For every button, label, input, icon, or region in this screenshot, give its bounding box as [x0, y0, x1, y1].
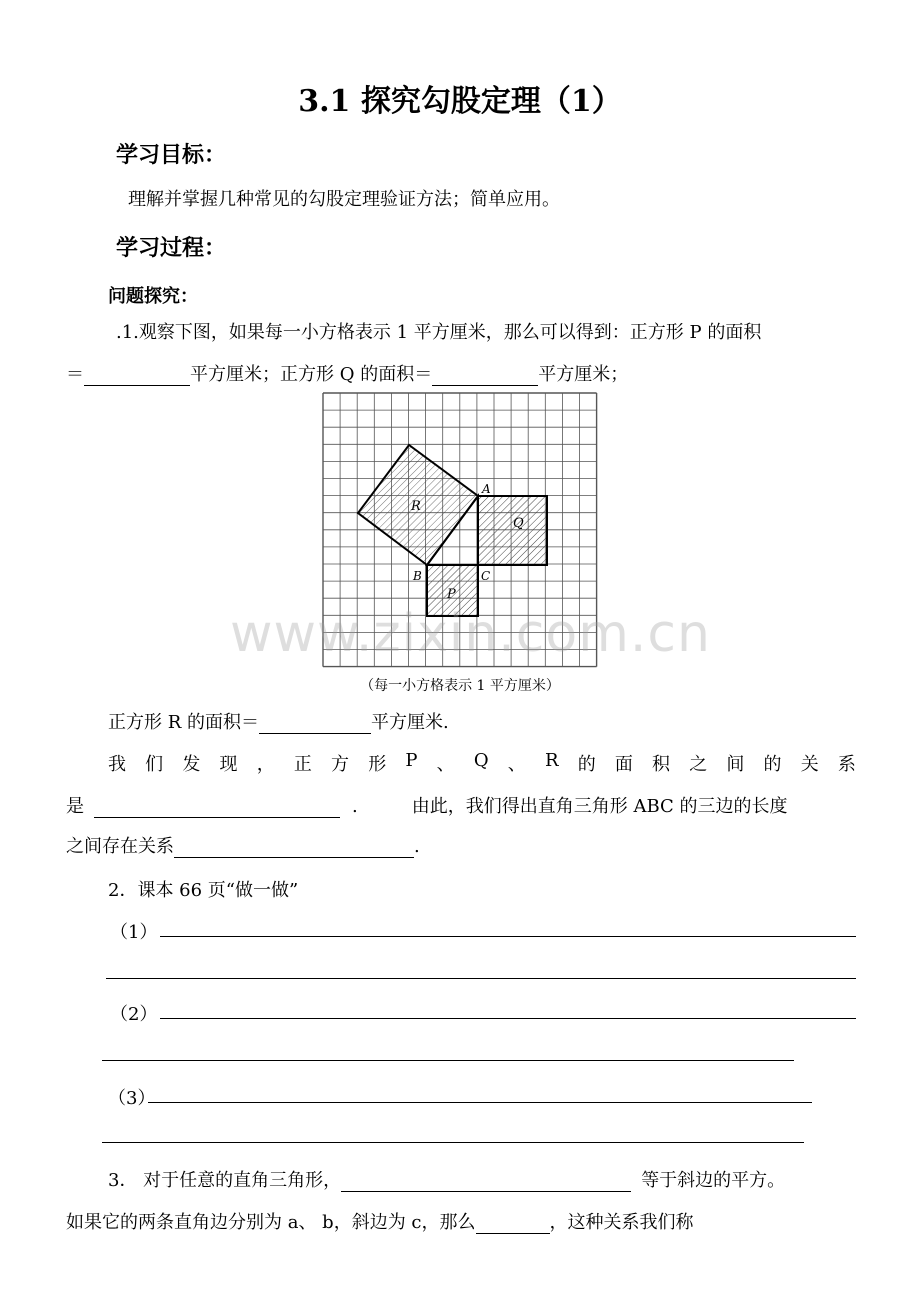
- q2-item-2-label: （2）: [110, 1004, 158, 1025]
- q2-item-2-answer-line-2[interactable]: [102, 1060, 794, 1061]
- spaced-char: 我: [108, 754, 126, 775]
- spaced-char: 、: [436, 754, 455, 775]
- relation-conclusion: 由此，我们得出直角三角形 ABC 的三边的长度: [411, 796, 788, 817]
- spaced-char: 们: [145, 754, 164, 775]
- spaced-char: 间: [726, 754, 745, 775]
- spaced-char: 系: [837, 754, 856, 775]
- q3-line1: [108, 1166, 785, 1192]
- process-heading: 学习过程：: [116, 236, 227, 261]
- label-c: C: [481, 569, 491, 583]
- relation-dot: .: [352, 796, 358, 817]
- area-p-blank[interactable]: [84, 365, 190, 386]
- exist-suffix: .: [414, 836, 420, 857]
- spaced-char: ，: [256, 754, 275, 775]
- side-relation-blank[interactable]: [174, 837, 414, 858]
- q2-item-1-answer-line-2[interactable]: [106, 978, 856, 979]
- area-r-suffix: 平方厘米.: [371, 712, 449, 733]
- label-p: P: [447, 587, 456, 602]
- area-r-blank[interactable]: [259, 713, 371, 734]
- q2-item-1-label: （1）: [110, 922, 158, 943]
- q3-line2-prefix: 如果它的两条直角边分别为 a、 b，斜边为 c，那么: [66, 1212, 476, 1233]
- q3-suffix: 等于斜边的平方。: [641, 1170, 786, 1191]
- q3-blank-1[interactable]: [341, 1171, 631, 1192]
- spaced-char: 积: [652, 754, 671, 775]
- spaced-char: 之: [689, 754, 708, 775]
- q2-item-3-answer-line-2[interactable]: [102, 1142, 804, 1143]
- q2-item-3-answer-line[interactable]: [148, 1102, 812, 1103]
- q2-item-3-label: （3）: [108, 1088, 156, 1109]
- q1-mid: 平方厘米；正方形 Q 的面积＝: [190, 364, 433, 385]
- label-q: Q: [513, 516, 524, 531]
- q3-line2-suffix: ，这种关系我们称: [549, 1212, 694, 1233]
- watermark: www.zixin.com.cn: [230, 604, 711, 664]
- figure-caption: （每一小方格表示 1 平方厘米）: [360, 678, 560, 694]
- label-r: R: [411, 499, 421, 514]
- spaced-char: 发: [182, 754, 201, 775]
- spaced-char: R: [544, 750, 559, 771]
- spaced-char: P: [405, 750, 418, 771]
- spaced-char: 关: [800, 754, 819, 775]
- q1-line1: .1.观察下图，如果每一小方格表示 1 平方厘米，那么可以得到：正方形 P 的面积: [116, 322, 762, 343]
- relation-is: 是: [66, 796, 84, 817]
- spaced-char: 方: [331, 754, 350, 775]
- explore-heading: 问题探究：: [108, 286, 198, 307]
- relation-line: [66, 792, 856, 818]
- spaced-char: 现: [219, 754, 238, 775]
- label-b: B: [413, 569, 422, 583]
- area-q-blank[interactable]: [432, 365, 538, 386]
- page-title: 3.1 探究勾股定理（1）: [298, 84, 622, 119]
- q3-line2: [66, 1208, 694, 1234]
- objectives-text: 理解并掌握几种常见的勾股定理验证方法；简单应用。: [128, 189, 560, 210]
- q1-eq: ＝: [66, 364, 84, 385]
- relation-blank[interactable]: [94, 797, 340, 818]
- q1-end: 平方厘米；: [538, 364, 629, 385]
- spaced-char: 正: [293, 754, 312, 775]
- q2-item-1-answer-line[interactable]: [160, 936, 856, 937]
- exist-prefix: 之间存在关系: [66, 836, 174, 857]
- q3-prefix: 3． 对于任意的直角三角形，: [108, 1170, 342, 1191]
- area-r-prefix: 正方形 R 的面积＝: [108, 712, 259, 733]
- q1-line2: [66, 360, 628, 386]
- spaced-char: 、: [507, 754, 526, 775]
- exist-line: [66, 832, 420, 858]
- label-a: A: [482, 482, 491, 496]
- q2-item-2-answer-line[interactable]: [160, 1018, 856, 1019]
- objectives-heading: 学习目标：: [116, 143, 227, 168]
- spaced-char: 的: [763, 754, 782, 775]
- q3-blank-2[interactable]: [476, 1213, 550, 1234]
- q2-heading: 2．课本 66 页“做一做”: [108, 880, 299, 901]
- spaced-char: 面: [614, 754, 633, 775]
- spaced-char: 形: [368, 754, 387, 775]
- spaced-char: 的: [577, 754, 596, 775]
- area-r-line: [108, 708, 449, 734]
- relation-spaced-line: [108, 750, 856, 776]
- spaced-char: Q: [473, 750, 489, 771]
